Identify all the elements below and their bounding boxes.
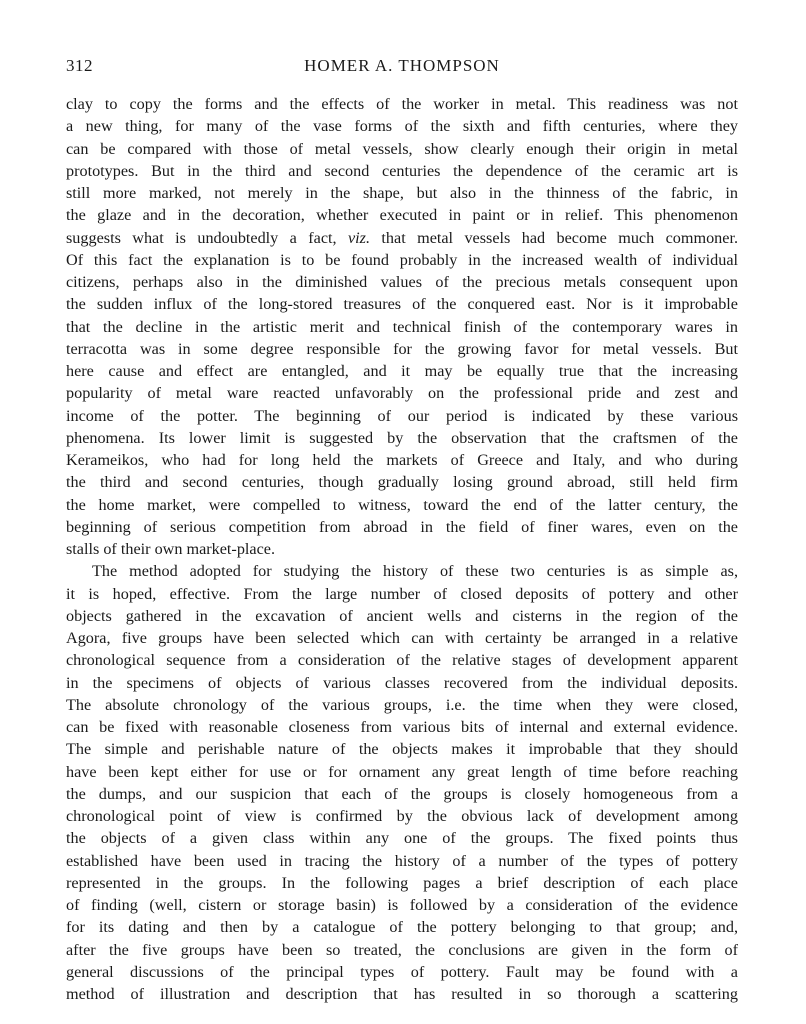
text-line: stalls of their own market-place. xyxy=(66,540,276,558)
body-text xyxy=(66,93,738,1005)
text-line: popularity of metal ware reacted unfavorably on the professional pride and zest and xyxy=(66,384,738,403)
text-line: for its dating and then by a catalogue of the pottery belonging to that group; and, xyxy=(66,918,738,937)
text-line: can be fixed with reasonable closeness from various bits of internal and external evidence. xyxy=(66,718,738,736)
text-line: the home market, were compelled to witness, toward the end of the latter century, the xyxy=(66,495,738,514)
text-line: represented in the groups. In the following pages a brief description of each place xyxy=(66,873,738,892)
text-line: still more marked, not merely in the shape, but also in the thinness of the fabric, in xyxy=(66,184,738,202)
text-line: have been kept either for use or for ornament any great length of time before reaching xyxy=(66,762,738,781)
text-line: phenomena. Its lower limit is suggested by the observation that the craftsmen of the xyxy=(66,428,738,447)
text-line: here cause and effect are entangled, and it may be equally true that the increasing xyxy=(66,362,738,380)
text-line: The method adopted for studying the history of these two centuries is as simple as, xyxy=(92,562,738,581)
text-line: it is hoped, effective. From the large number of closed deposits of pottery and other xyxy=(66,584,738,603)
running-head xyxy=(66,56,738,82)
paragraph-2 xyxy=(66,560,738,1005)
text-line: that the decline in the artistic merit and technical finish of the contemporary wares in xyxy=(66,317,738,336)
text-line: the third and second centuries, though gradually losing ground abroad, still held firm xyxy=(66,473,738,492)
text-line: established have been used in tracing the history of a number of the types of pottery xyxy=(66,851,738,870)
text-line: clay to copy the forms and the effects of the worker in metal. This readiness was not xyxy=(66,95,738,113)
text-line: the dumps, and our suspicion that each of the groups is closely homogeneous from a xyxy=(66,784,738,803)
text-line: income of the potter. The beginning of our period is indicated by these various xyxy=(66,406,738,425)
text-line: can be compared with those of metal vessels, show clearly enough their origin in metal xyxy=(66,139,738,158)
text-line: after the five groups have been so treated, the conclusions are given in the form of xyxy=(66,940,738,959)
text-line: suggests what is undoubtedly a fact, viz. that metal vessels had become much commoner. xyxy=(66,228,738,247)
text-line: the sudden influx of the long-stored treasures of the conquered east. Nor is it improbable xyxy=(66,295,738,314)
running-title: HOMER A. THOMPSON xyxy=(304,56,500,75)
text-line: of finding (well, cistern or storage basin) is followed by a consideration of the evidence xyxy=(66,896,738,914)
text-line: citizens, perhaps also in the diminished values of the precious metals consequent upon xyxy=(66,273,738,291)
text-line: beginning of serious competition from abroad in the field of finer wares, even on the xyxy=(66,517,738,536)
text-line: the glaze and in the decoration, whether executed in paint or in relief. This phenomenon xyxy=(66,206,738,225)
text-line: Kerameikos, who had for long held the markets of Greece and Italy, and who during xyxy=(66,451,738,469)
text-line: chronological sequence from a consideration of the relative stages of development apparent xyxy=(66,651,738,670)
text-line: in the specimens of objects of various classes recovered from the individual deposits. xyxy=(66,673,738,692)
text-line: Of this fact the explanation is to be found probably in the increased wealth of individual xyxy=(66,250,738,269)
italic-abbreviation: viz. xyxy=(347,228,371,247)
text-line: objects gathered in the excavation of ancient wells and cisterns in the region of the xyxy=(66,606,738,625)
text-line: Agora, five groups have been selected which can with certainty be arranged in a relative xyxy=(66,629,738,647)
text-line: general discussions of the principal types of pottery. Fault may be found with a xyxy=(66,962,738,981)
text-line: method of illustration and description that has resulted in so thorough a scattering xyxy=(66,985,738,1003)
text-line: The absolute chronology of the various groups, i.e. the time when they were closed, xyxy=(66,695,738,714)
page-number: 312 xyxy=(66,56,93,75)
page xyxy=(66,56,738,1005)
text-line: chronological point of view is confirmed by the obvious lack of development among xyxy=(66,807,738,825)
text-line: The simple and perishable nature of the objects makes it improbable that they should xyxy=(66,740,738,759)
text-line: the objects of a given class within any one of the groups. The fixed points thus xyxy=(66,829,738,848)
paragraph-1 xyxy=(66,93,738,560)
text-line: a new thing, for many of the vase forms of the sixth and fifth centuries, where they xyxy=(66,117,738,136)
text-line: prototypes. But in the third and second centuries the dependence of the ceramic art is xyxy=(66,161,738,180)
text-line: terracotta was in some degree responsible for the growing favor for metal vessels. But xyxy=(66,339,738,358)
